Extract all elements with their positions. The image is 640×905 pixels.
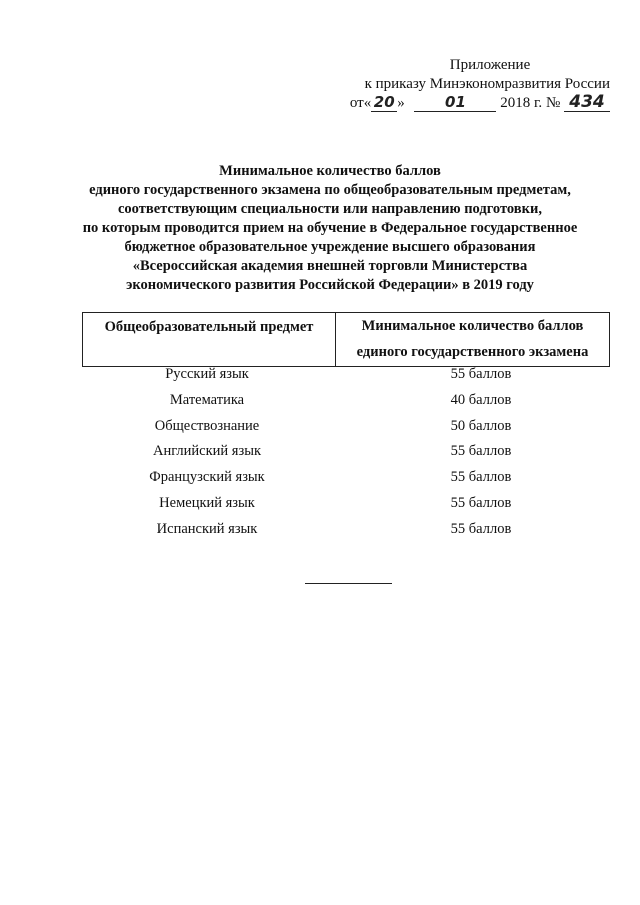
document-title: [60, 162, 600, 295]
document-header: [310, 56, 610, 113]
from-label: от: [349, 95, 364, 111]
score-cell: 55 баллов: [450, 520, 512, 537]
subject-cell: Обществознание: [154, 417, 260, 434]
title-line: по которым проводится прием на обучение в Федеральное государственное: [82, 220, 578, 236]
quote-close: »: [397, 95, 405, 111]
appendix-label: Приложение: [449, 57, 531, 73]
quote-open: «: [363, 95, 372, 111]
header-min-score-line2: единого государственного экзамена: [356, 344, 589, 360]
header-min-score-line1: Минимальное количество баллов: [361, 318, 584, 334]
score-cell: 50 баллов: [450, 417, 512, 434]
subject-cell: Немецкий язык: [159, 494, 255, 511]
month-field: [414, 95, 496, 112]
table-row: [82, 392, 610, 418]
table-row: [82, 521, 610, 547]
table-row: [82, 443, 610, 469]
score-cell: 55 баллов: [450, 469, 512, 486]
year-label: 2018 г.: [500, 95, 543, 111]
score-cell: 55 баллов: [450, 366, 512, 382]
number-field: [564, 92, 610, 112]
table-row: [82, 418, 610, 444]
title-line: «Всероссийская академия внешней торговли Министерства: [132, 258, 528, 274]
order-reference: к приказу Минэкономразвития России: [364, 76, 610, 92]
score-cell: 40 баллов: [450, 391, 512, 408]
title-line: бюджетное образовательное учреждение высшего образования: [124, 239, 536, 255]
title-line: соответствующим специальности или направлению подготовки,: [118, 201, 542, 217]
subject-cell: Русский язык: [165, 366, 249, 382]
scores-table: [82, 366, 610, 547]
title-line: экономического развития Российской Федерации» в 2019 году: [126, 277, 534, 293]
header-min-score: [336, 313, 610, 367]
score-cell: 55 баллов: [450, 494, 512, 511]
day-field: [371, 95, 397, 112]
table-row: [82, 495, 610, 521]
score-cell: 55 баллов: [450, 443, 512, 460]
header-subject: Общеобразовательный предмет: [83, 313, 336, 367]
month-handwritten: 01: [445, 93, 466, 111]
title-line: единого государственного экзамена по общеобразовательным предметам,: [89, 182, 571, 198]
order-date-line: [310, 94, 610, 113]
table-row: [82, 366, 610, 392]
table-row: [82, 469, 610, 495]
subject-cell: Французский язык: [149, 469, 265, 486]
number-handwritten: 434: [569, 92, 605, 112]
table-header: [82, 312, 610, 367]
subject-cell: Английский язык: [152, 443, 261, 460]
number-sign: №: [545, 95, 561, 111]
end-divider: [305, 583, 392, 584]
day-handwritten: 20: [373, 93, 395, 111]
subject-cell: Математика: [169, 391, 245, 408]
title-line: Минимальное количество баллов: [219, 163, 441, 179]
subject-cell: Испанский язык: [156, 520, 258, 537]
